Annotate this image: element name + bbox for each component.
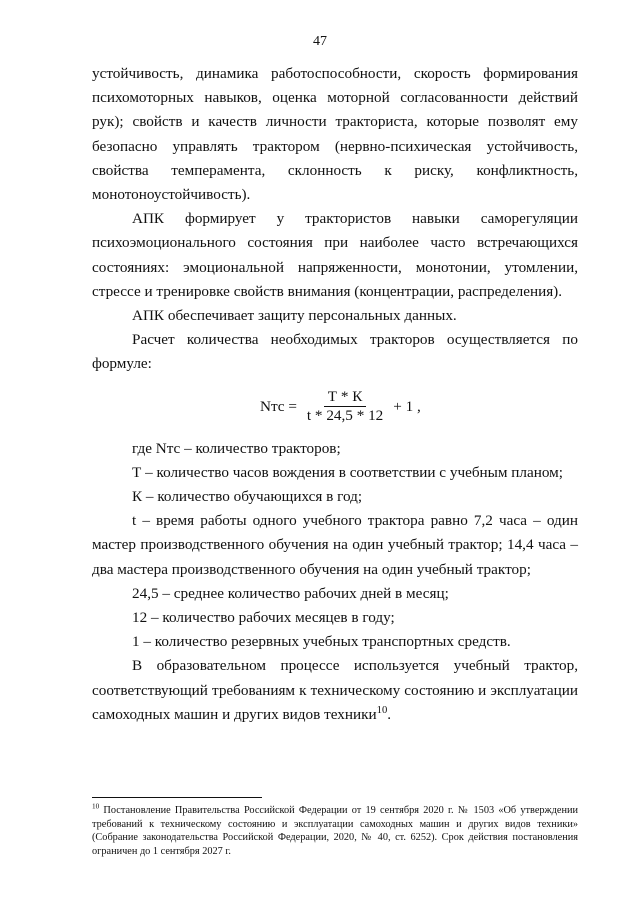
footnote-separator bbox=[92, 797, 262, 798]
definition-reserve-vehicles: 1 – количество резервных учебных транспортных средств. bbox=[132, 633, 511, 651]
formula-denominator: t * 24,5 * 12 bbox=[306, 407, 384, 425]
page-number: 47 bbox=[313, 34, 327, 49]
tractor-count-formula bbox=[260, 387, 578, 427]
footnote-text: Постановление Правительства Российской Федерации от 19 сентября 2020 г. № 1503 «Об утверждении требований к техническому состоянию и эксплуатации самоходных машин и других видов техники» (Собрание законодательства Российской Федерации, 2020, № 40, ст. 6252). Срок действия постановления ограничен до 1 сентября 2027 г. bbox=[92, 805, 578, 857]
formula-fraction bbox=[303, 388, 387, 425]
definition-t-hours: Т – количество часов вождения в соответствии с учебным планом; bbox=[132, 463, 563, 481]
paragraph-calculation-intro: Расчет количества необходимых тракторов осуществляется по формуле: bbox=[92, 331, 578, 373]
footnote-marker: 10 bbox=[92, 802, 100, 811]
footnote bbox=[92, 804, 578, 858]
formula-numerator: Т * К bbox=[324, 388, 367, 407]
footnote-reference: 10 bbox=[376, 704, 388, 716]
definition-working-days: 24,5 – среднее количество рабочих дней в месяц; bbox=[132, 584, 449, 602]
closing-paragraph-text: В образовательном процессе используется учебный трактор, соответствующий требованиям к техническому состоянию и эксплуатации самоходных машин и других видов техники bbox=[92, 657, 578, 723]
document-body bbox=[92, 62, 578, 727]
paragraph-intro-continuation: устойчивость, динамика работоспособности, скорость формирования психомоторных навыков, оценка моторной согласованности действий рук); свойств и качеств личности тракториста, которые позволят ему безопасно управлять трактором (нервно-психическая устойчивость, свойства темперамента, склонность к риску, конфликтность, монотоноустойчивость). bbox=[92, 65, 578, 204]
formula-lhs: Nтс = bbox=[260, 397, 297, 415]
definition-t-time: t – время работы одного учебного трактора равно 7,2 часа – один мастер производственного обучения на один учебный трактор; 14,4 часа – два мастера производственного обучения на один учебный трактор; bbox=[92, 512, 578, 578]
paragraph-data-protection: АПК обеспечивает защиту персональных данных. bbox=[132, 307, 457, 325]
formula-rhs: + 1 , bbox=[393, 397, 421, 415]
definition-working-months: 12 – количество рабочих месяцев в году; bbox=[132, 609, 395, 627]
definition-ntc: где Nтс – количество тракторов; bbox=[132, 439, 341, 457]
paragraph-training-tractor: В образовательном процессе используется учебный трактор, соответствующий требованиям к техническому состоянию и эксплуатации самоходных машин и других видов техники$^{10}$. bbox=[92, 657, 578, 723]
paragraph-self-regulation: АПК формирует у трактористов навыки саморегуляции психоэмоционального состояния при наиболее часто встречающихся состояниях: эмоциональной напряженности, монотонии, утомлении, стрессе и тренировке свойств внимания (концентрации, распределения). bbox=[92, 210, 578, 300]
definition-k-students: К – количество обучающихся в год; bbox=[132, 488, 363, 506]
